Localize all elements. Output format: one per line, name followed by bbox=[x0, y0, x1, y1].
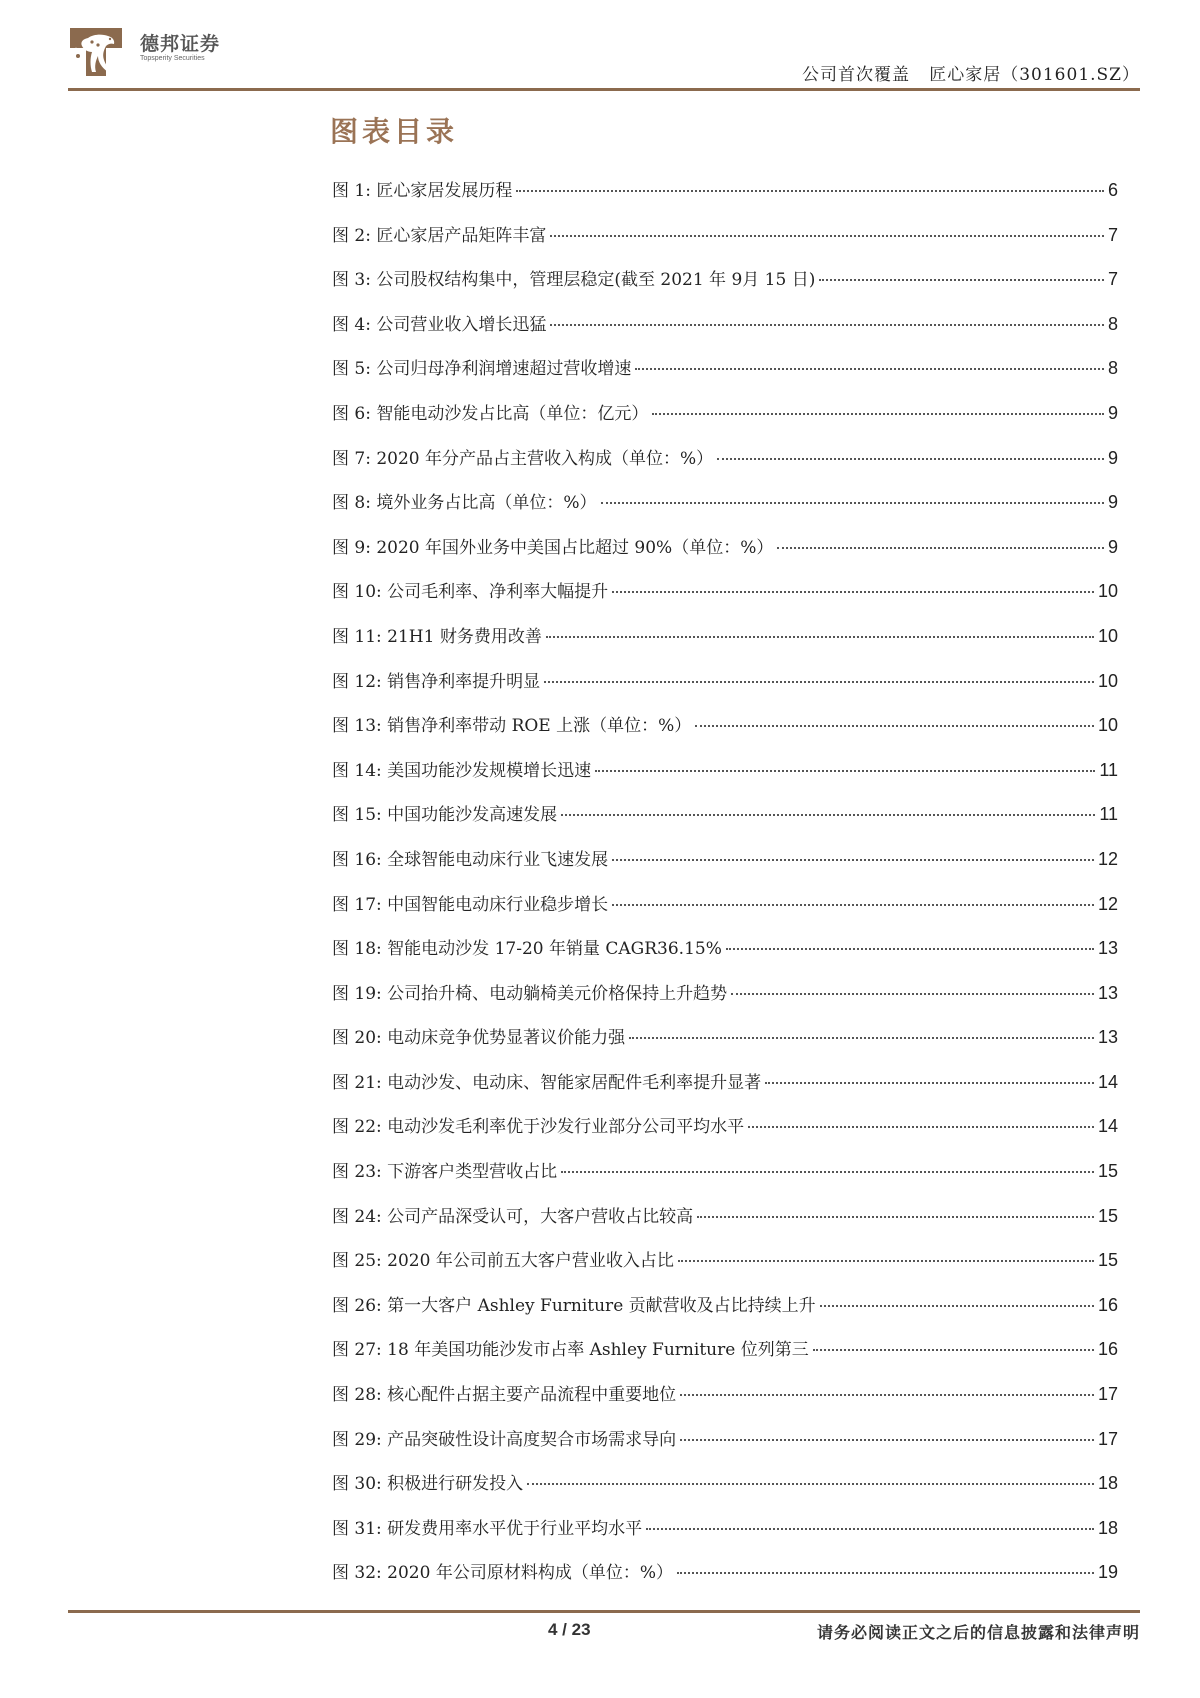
toc-item-label[interactable]: 图 2: 匠心家居产品矩阵丰富 bbox=[332, 225, 547, 246]
dot-leader bbox=[561, 814, 1095, 816]
toc-item-label[interactable]: 图 27: 18 年美国功能沙发市占率 Ashley Furniture 位列第三 bbox=[332, 1340, 809, 1361]
toc-item-page[interactable]: 15 bbox=[1097, 1161, 1118, 1182]
toc-item-page[interactable]: 15 bbox=[1097, 1205, 1118, 1226]
dot-leader bbox=[680, 1439, 1094, 1441]
legal-disclaimer: 请务必阅读正文之后的信息披露和法律声明 bbox=[816, 1623, 1140, 1642]
dot-leader bbox=[635, 368, 1104, 370]
toc-item-page[interactable]: 6 bbox=[1107, 180, 1118, 200]
toc-item[interactable] bbox=[332, 1157, 1118, 1202]
dot-leader bbox=[819, 279, 1104, 281]
report-header-info bbox=[802, 60, 1140, 85]
dot-leader bbox=[550, 235, 1104, 237]
toc-item-page[interactable]: 12 bbox=[1097, 893, 1118, 914]
toc-item[interactable] bbox=[332, 979, 1118, 1024]
logo-text bbox=[140, 34, 220, 64]
toc-item-label[interactable]: 图 18: 智能电动沙发 17-20 年销量 CAGR36.15% bbox=[332, 939, 722, 960]
toc-item[interactable] bbox=[332, 845, 1118, 890]
dot-leader bbox=[813, 1349, 1094, 1351]
dot-leader bbox=[652, 413, 1104, 415]
toc-item-label[interactable]: 图 20: 电动床竞争优势显著议价能力强 bbox=[332, 1028, 626, 1049]
toc-item[interactable] bbox=[332, 1202, 1118, 1247]
dot-leader bbox=[677, 1572, 1094, 1574]
toc-item[interactable] bbox=[332, 399, 1118, 444]
dot-leader bbox=[731, 993, 1094, 995]
toc-item-label[interactable]: 图 3: 公司股权结构集中，管理层稳定(截至 2021 年 9月 15 日) bbox=[332, 270, 816, 291]
toc-item-page[interactable]: 7 bbox=[1107, 269, 1118, 290]
toc-item-label[interactable]: 图 32: 2020 年公司原材料构成（单位：%） bbox=[332, 1563, 673, 1584]
dot-leader bbox=[678, 1260, 1094, 1262]
toc-item-label[interactable]: 图 16: 全球智能电动床行业飞速发展 bbox=[332, 849, 609, 870]
toc-item-label[interactable]: 图 21: 电动沙发、电动床、智能家居配件毛利率提升显著 bbox=[332, 1072, 762, 1093]
dot-leader bbox=[697, 1216, 1094, 1218]
toc-item-page[interactable]: 11 bbox=[1099, 804, 1118, 825]
dot-leader bbox=[777, 547, 1104, 549]
toc-item-label[interactable]: 图 13: 销售净利率带动 ROE 上涨（单位：%） bbox=[332, 716, 692, 737]
toc-item[interactable] bbox=[332, 444, 1118, 489]
toc-item-label[interactable]: 图 5: 公司归母净利润增速超过营收增速 bbox=[332, 359, 632, 380]
toc-item-label[interactable]: 图 19: 公司抬升椅、电动躺椅美元价格保持上升趋势 bbox=[332, 983, 728, 1004]
toc-item-page[interactable]: 9 bbox=[1107, 402, 1118, 423]
toc-item-page[interactable]: 8 bbox=[1107, 358, 1118, 379]
dot-leader bbox=[765, 1082, 1094, 1084]
toc-item-label[interactable]: 图 17: 中国智能电动床行业稳步增长 bbox=[332, 894, 609, 915]
toc-item-label[interactable]: 图 6: 智能电动沙发占比高（单位：亿元） bbox=[332, 403, 649, 424]
toc-item[interactable] bbox=[332, 800, 1118, 845]
toc-item-label[interactable]: 图 30: 积极进行研发投入 bbox=[332, 1474, 524, 1495]
toc-item[interactable] bbox=[332, 577, 1118, 622]
toc-item-page[interactable]: 19 bbox=[1097, 1562, 1118, 1583]
toc-item-label[interactable]: 图 31: 研发费用率水平优于行业平均水平 bbox=[332, 1518, 643, 1539]
toc-item-page[interactable]: 10 bbox=[1097, 625, 1118, 646]
logo-english-name: Topsperity Securities bbox=[140, 55, 205, 62]
dot-leader bbox=[748, 1126, 1094, 1128]
toc-item[interactable] bbox=[332, 176, 1118, 221]
toc-item-page[interactable]: 7 bbox=[1107, 224, 1118, 245]
toc-item[interactable] bbox=[332, 265, 1118, 310]
toc-item-page[interactable]: 13 bbox=[1097, 982, 1118, 1003]
dot-leader bbox=[561, 1171, 1094, 1173]
toc-item-label[interactable]: 图 29: 产品突破性设计高度契合市场需求导向 bbox=[332, 1429, 677, 1450]
toc-item-label[interactable]: 图 26: 第一大客户 Ashley Furniture 贡献营收及占比持续上升 bbox=[332, 1295, 816, 1316]
toc-item-label[interactable]: 图 25: 2020 年公司前五大客户营业收入占比 bbox=[332, 1251, 674, 1272]
toc-item-page[interactable]: 13 bbox=[1097, 938, 1118, 959]
dot-leader bbox=[612, 904, 1094, 906]
toc-item-label[interactable]: 图 12: 销售净利率提升明显 bbox=[332, 671, 541, 692]
toc-item-label[interactable]: 图 15: 中国功能沙发高速发展 bbox=[332, 805, 558, 826]
toc-item[interactable] bbox=[332, 1112, 1118, 1157]
toc-item[interactable] bbox=[332, 533, 1118, 578]
toc-item[interactable] bbox=[332, 622, 1118, 667]
toc-item-page[interactable]: 16 bbox=[1097, 1294, 1118, 1315]
company-name-ticker: 匠心家居（301601.SZ） bbox=[929, 65, 1140, 85]
toc-item[interactable] bbox=[332, 1246, 1118, 1291]
toc-item[interactable] bbox=[332, 1023, 1118, 1068]
toc-item[interactable] bbox=[332, 310, 1118, 355]
dot-leader bbox=[546, 636, 1094, 638]
page-indicator: 4 / 23 bbox=[548, 1620, 591, 1639]
toc-item-label[interactable]: 图 1: 匠心家居发展历程 bbox=[332, 181, 513, 201]
toc-item-label[interactable]: 图 8: 境外业务占比高（单位：%） bbox=[332, 493, 597, 514]
toc-item-page[interactable]: 9 bbox=[1107, 536, 1118, 557]
toc-item[interactable] bbox=[332, 1425, 1118, 1470]
report-type: 公司首次覆盖 bbox=[802, 65, 911, 85]
dot-leader bbox=[646, 1528, 1094, 1530]
toc-item-page[interactable]: 18 bbox=[1097, 1517, 1118, 1538]
toc-item-page[interactable]: 9 bbox=[1107, 447, 1118, 468]
dot-leader bbox=[612, 859, 1094, 861]
dot-leader bbox=[550, 324, 1104, 326]
toc-item[interactable] bbox=[332, 1335, 1118, 1380]
toc-item-label[interactable]: 图 23: 下游客户类型营收占比 bbox=[332, 1162, 558, 1183]
dot-leader bbox=[544, 681, 1094, 683]
toc-item-page[interactable]: 10 bbox=[1097, 715, 1118, 736]
toc-title: 图表目录 bbox=[330, 115, 459, 148]
toc-item-page[interactable]: 17 bbox=[1097, 1428, 1118, 1449]
toc-item-page[interactable]: 11 bbox=[1099, 759, 1118, 780]
footer-divider bbox=[68, 1610, 1140, 1613]
toc-item-label[interactable]: 图 9: 2020 年国外业务中美国占比超过 90%（单位：%） bbox=[332, 537, 774, 558]
toc-item-page[interactable]: 9 bbox=[1107, 492, 1118, 513]
toc-item[interactable] bbox=[332, 934, 1118, 979]
toc-item-label[interactable]: 图 7: 2020 年分产品占主营收入构成（单位：%） bbox=[332, 448, 714, 469]
toc-item-page[interactable]: 12 bbox=[1097, 848, 1118, 869]
toc-item[interactable] bbox=[332, 711, 1118, 756]
dot-leader bbox=[612, 591, 1094, 593]
dot-leader bbox=[595, 770, 1095, 772]
toc-item-page[interactable]: 13 bbox=[1097, 1027, 1118, 1048]
toc-item-label[interactable]: 图 4: 公司营业收入增长迅猛 bbox=[332, 314, 547, 335]
topsperity-logo-icon bbox=[68, 26, 124, 78]
toc-item-page[interactable]: 14 bbox=[1097, 1071, 1118, 1092]
toc-item-label[interactable]: 图 28: 核心配件占据主要产品流程中重要地位 bbox=[332, 1385, 677, 1406]
page-header bbox=[68, 22, 1140, 92]
toc-item[interactable] bbox=[332, 488, 1118, 533]
figure-toc-list bbox=[332, 176, 1118, 1603]
toc-item-page[interactable]: 14 bbox=[1097, 1116, 1118, 1137]
toc-item-label[interactable]: 图 22: 电动沙发毛利率优于沙发行业部分公司平均水平 bbox=[332, 1117, 745, 1138]
dot-leader bbox=[717, 458, 1104, 460]
dot-leader bbox=[527, 1483, 1094, 1485]
dot-leader bbox=[820, 1305, 1094, 1307]
header-divider bbox=[68, 88, 1140, 91]
toc-item[interactable] bbox=[332, 221, 1118, 266]
dot-leader bbox=[601, 502, 1104, 504]
toc-item[interactable] bbox=[332, 354, 1118, 399]
toc-item-page[interactable]: 15 bbox=[1097, 1250, 1118, 1271]
toc-item[interactable] bbox=[332, 1514, 1118, 1559]
dot-leader bbox=[680, 1394, 1094, 1396]
toc-item[interactable] bbox=[332, 1380, 1118, 1425]
toc-item[interactable] bbox=[332, 1291, 1118, 1336]
toc-item[interactable] bbox=[332, 890, 1118, 935]
toc-item-label[interactable]: 图 11: 21H1 财务费用改善 bbox=[332, 626, 542, 647]
logo-chinese-name: 德邦证券 bbox=[140, 33, 221, 55]
dot-leader bbox=[629, 1037, 1094, 1039]
toc-item[interactable] bbox=[332, 1558, 1118, 1603]
toc-item[interactable] bbox=[332, 1068, 1118, 1113]
toc-item-page[interactable]: 17 bbox=[1097, 1384, 1118, 1405]
toc-item-label[interactable]: 图 24: 公司产品深受认可，大客户营收占比较高 bbox=[332, 1206, 694, 1227]
dot-leader bbox=[516, 190, 1104, 192]
toc-item-page[interactable]: 10 bbox=[1097, 670, 1118, 691]
toc-item[interactable] bbox=[332, 667, 1118, 712]
dot-leader bbox=[695, 725, 1094, 727]
toc-item[interactable] bbox=[332, 756, 1118, 801]
toc-item-page[interactable]: 18 bbox=[1097, 1473, 1118, 1494]
toc-item-label[interactable]: 图 14: 美国功能沙发规模增长迅速 bbox=[332, 760, 592, 781]
toc-item-label[interactable]: 图 10: 公司毛利率、净利率大幅提升 bbox=[332, 582, 609, 603]
toc-item[interactable] bbox=[332, 1469, 1118, 1514]
dot-leader bbox=[726, 948, 1094, 950]
toc-item-page[interactable]: 10 bbox=[1097, 581, 1118, 602]
toc-item-page[interactable]: 8 bbox=[1107, 313, 1118, 334]
toc-item-page[interactable]: 16 bbox=[1097, 1339, 1118, 1360]
